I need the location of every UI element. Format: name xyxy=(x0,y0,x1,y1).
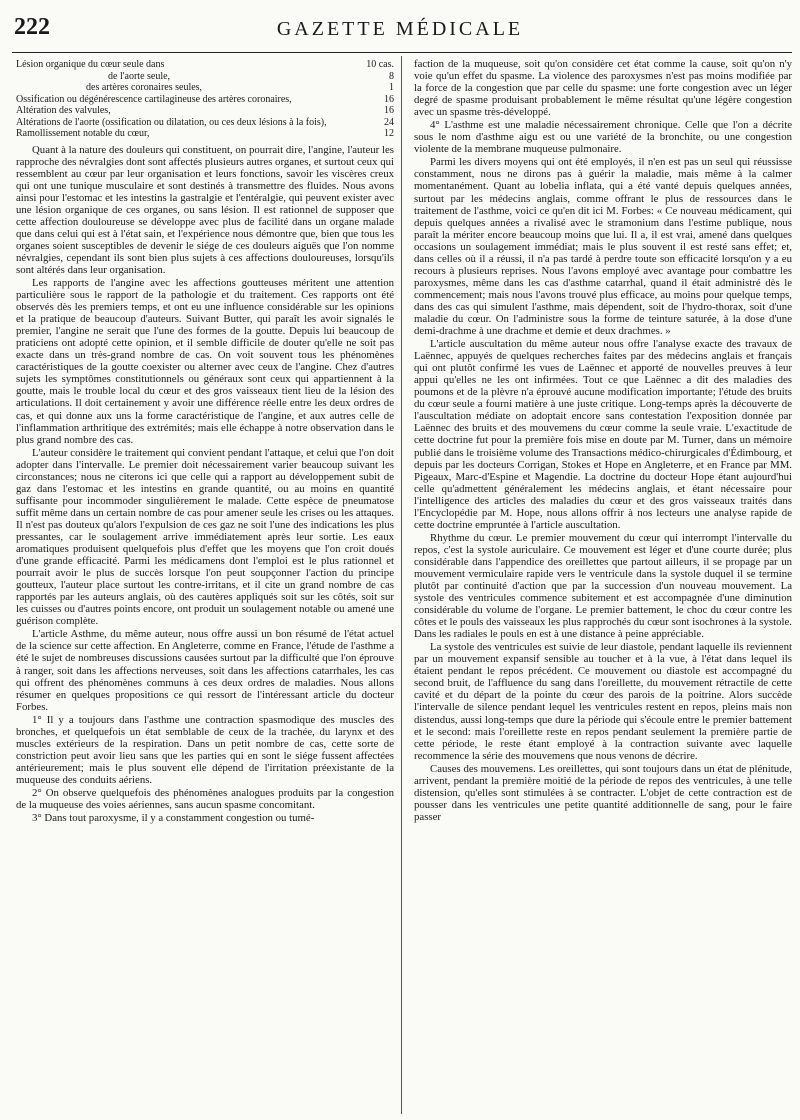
page-number: 222 xyxy=(14,14,50,40)
paragraph: L'article Asthme, du même auteur, nous offre aussi un bon résumé de l'état actuel de la science sur cette affection. En Angleterre, comme en France, l'étude de l'asthme a été le sujet de nombreuses discussions causées surtout par la difficulté que l'on éprouve à ranger, soit dans les affections nerveuses, soit dans les affections catarrhales, les cas qui offrent des phénomènes communs à ces deux ordres de maladies. Nous allons résumer en quelques propositions ce qui ressort de l'intéressant article du docteur Forbes. xyxy=(16,628,394,713)
paragraph: Rhythme du cœur. Le premier mouvement du cœur qui interrompt l'intervalle du repos, c'est la systole auriculaire. Ce mouvement est léger et d'une courte durée; plus considérable dans l'appendice des oreillettes que partout ailleurs, il se propage par un mouvement vermiculaire rapide vers le ventricule dans la systole duquel il se termine plutôt par continuité d'action que par la succession d'un nouveau mouvement. La systole des ventricules commence subitement et est accompagnée d'une diminution considérable du volume de l'organe. Le premier battement, le choc du cœur contre les côtes et le pouls des vaisseaux les plus rapprochés du cœur sont isochrones à la systole. Dans les radiales le pouls en est à une distance à peine appréciable. xyxy=(414,531,792,641)
stats-label: des artères coronaires seules, xyxy=(86,82,203,93)
stats-row xyxy=(16,71,394,83)
stats-value: 12 xyxy=(384,128,394,139)
stats-row xyxy=(16,117,394,129)
stats-value: 8 xyxy=(389,70,394,82)
stats-value: 24 xyxy=(384,116,394,128)
stats-label: Ossification ou dégénérescence cartilagineuse des artères coronaires, xyxy=(16,93,292,105)
stats-row xyxy=(16,94,394,106)
paragraph: 2° On observe quelquefois des phénomènes analogues produits par la congestion de la muqueuse des voies aériennes, sans aucun spasme concomitant. xyxy=(16,786,394,812)
paragraph: La systole des ventricules est suivie de leur diastole, pendant laquelle ils reviennent par un mouvement expansif sensible au toucher et à la vue, à l'état dans lequel ils étaient pendant le repos précédent. Ce mouvement ou diastole est accompagné du second bruit, de l'affluence du sang dans l'oreillette, du mouvement rétractile de cette cavité et du départ de la pointe du cœur des parois de la poitrine. Alors succède l'intervalle de silence pendant lequel les ventricules restent en repos, pleins mais non distendus, aussi long-temps que dure la période qui s'écoule entre le premier battement et le second: mais l'oreillette reste en repos pendant seulement la première partie de cette période, le reste étant employé à la contraction suivante avec laquelle recommence la série des mouvemens que nous venons de décrire. xyxy=(414,641,792,762)
stats-value: 1 xyxy=(389,82,394,93)
paragraph: 1° Il y a toujours dans l'asthme une contraction spasmodique des muscles des bronches, et quelquefois un état semblable de ceux de la trachée, du larynx et des muscles extérieurs de la respiration. Dans un petit nombre de cas, cette sorte de constriction peut avoir lieu sans que les parties qui en sont le siége fussent affectées antérieurement; mais le plus souvent elle dépend de l'irritation préexistante de la muqueuse des conduits aériens. xyxy=(16,713,394,786)
journal-title: GAZETTE MÉDICALE xyxy=(276,18,524,40)
paragraph: 4° L'asthme est une maladie nécessairement chronique. Celle que l'on a décrite sous le nom d'asthme aigu est ou une variété de la bronchite, ou une congestion violente de la membrane muqueuse pulmonaire. xyxy=(414,119,792,156)
paragraph: Parmi les divers moyens qui ont été employés, il n'en est pas un seul qui réussisse constamment, nous ne dirons pas à guérir la maladie, mais même à la calmer momentanément. Quant au lobelia inflata, qui a été vanté depuis quelques années, surtout par les médecins anglais, comme offrant le plus de ressources dans le traitement de l'asthme, voici ce qu'en dit ici M. Forbes: « Ce nouveau médicament, qui depuis quelques années a rivalisé avec le stramonium dans l'estime publique, nous paraît la mériter encore beaucoup moins que lui. Il a, il est vrai, amené dans quelques occasions un soulagement immédiat; mais le plus souvent il est resté sans effet; et, dans celles où il a réussi, il n'a pas tardé à perdre toute son efficacité lorsqu'on y a eu recours à plusieurs reprises. Nous l'avons employé avec avantage pour combattre les paroxysmes, même dans les cas d'asthme catarrhal, quand il était administré dès le commencement; mais nous l'avons trouvé plus efficace, au moins pour quelque temps, dans des cas qui simulent l'asthme, mais dépendent, soit de l'hydro-thorax, soit d'une maladie du cœur. On l'administre sous la forme de teinture saturée, à la dose d'une demi-drachme à une drachme et demie et deux drachmes. » xyxy=(414,156,792,338)
paragraph: Les rapports de l'angine avec les affections goutteuses méritent une attention particulière sous le rapport de la pathologie et du traitement. Ces rapports ont été observés dès les premiers temps, et ont eu une influence considérable sur les opinions et la pratique de beaucoup d'auteurs. Suivant Butter, qui paraît les avoir signalés le premier, l'angine ne serait que l'une des formes de la goutte. Depuis lui beaucoup de praticiens ont adopté cette opinion, et il semble difficile de douter qu'elle ne soit pas exacte dans un très-grand nombre de cas. On voit souvent tous les phénomènes caractéristiques de la goutte coexister ou alterner avec ceux de l'angine. Chez d'autres sujets les symptômes constitutionnels ou généraux sont ceux qui appartiennent à la goutte, mais le trouble local du cœur et des gros vaisseaux tient lieu de la lésion des articulations. Il doit certainement y avoir une différence réelle entre les deux ordres de cas, et qui donne aux uns la forme caractéristique de l'angine, et aux autres celle de l'inflammation arthritique des extrémités; mais elle échappe à notre observation dans le plus grand nombre des cas. xyxy=(16,277,394,446)
stats-value: 10 cas. xyxy=(366,59,394,70)
stats-label: Altérations de l'aorte (ossification ou dilatation, ou ces deux lésions à la fois), xyxy=(16,116,327,128)
stats-label: Altération des valvules, xyxy=(16,105,111,116)
header-divider xyxy=(12,52,792,53)
stats-value: 16 xyxy=(384,105,394,116)
stats-row xyxy=(16,105,394,117)
stats-label: de l'aorte seule, xyxy=(108,70,171,82)
left-column xyxy=(16,58,394,824)
stats-row xyxy=(16,128,394,140)
stats-row xyxy=(16,82,394,94)
stats-value: 16 xyxy=(384,93,394,105)
paragraph: Quant à la nature des douleurs qui constituent, on pourrait dire, l'angine, l'auteur les rapproche des névralgies dont sont affectés plusieurs autres organes, et surtout ceux qui ressemblent au cœur par leur organisation et leurs fonctions, savoir les viscères creux qui ont une tunique musculaire et sont destinés à transmettre des fluides. Nous avons ainsi pour l'estomac et les intestins la gastralgie et l'entéralgie, qui peuvent exister avec une lésion organique de ces organes, ou sans lésion. Il est rationnel de supposer que cette affection douloureuse se développe avec plus de facilité dans un organe malade que dans celui qui est à l'état sain, et l'expérience nous démontre que, bien que tous les organes soient susceptibles de devenir le siége de ces douleurs aiguës que l'on nomme névralgies, cependant ils sont bien plus sujets à ces affections douloureuses, lorsqu'ils sont altérés dans leur organisation. xyxy=(16,143,394,276)
lesion-stats-table xyxy=(16,59,394,140)
right-column xyxy=(414,58,792,823)
stats-row xyxy=(16,59,394,71)
paragraph: L'article auscultation du même auteur nous offre l'analyse exacte des travaux de Laënnec, appuyés de quelques recherches faites par des médecins anglais et français qui ont plutôt confirmé les vues de Laënnec et apporté de nouvelles preuves à leur appui qu'elles ne les ont infirmées. Tout ce que Laënnec a dit des maladies des poumons et de la plèvre n'a éprouvé aucune modification importante; l'étude des bruits du cœur seule a fourni matière à une juste critique. Long-temps après la découverte de l'auscultation médiate on adoptait encore sans contestation l'exposition donnée par Laënnec des bruits et des mouvemens du cœur comme la seule vraie. L'exactitude de cette doctrine fut pour la première fois mise en doute par M. Turner, dans un mémoire publié dans le troisième volume des Transactions médico-chirurgicales d'Édimbourg, et depuis par les docteurs Corrigan, Stokes et Hope en Angleterre, et en France par MM. Pigeaux, Marc-d'Espine et Magendie. La doctrine du docteur Hope étant aujourd'hui celle qu'admettent généralement les médecins anglais, et étant nécessaire pour l'intelligence des articles des maladies du cœur et des gros vaisseaux traités dans l'Encyclopédie par M. Hope, nous allons offrir à nos lecteurs une analyse rapide de cette doctrine empruntée à l'article auscultation. xyxy=(414,338,792,531)
paragraph: Causes des mouvemens. Les oreillettes, qui sont toujours dans un état de plénitude, arrivent, pendant la première moitié de la période de repos des ventricules, à une telle distension, qu'elles sont stimulées à se contracter. L'objet de cette contraction est de pousser dans les ventricules une petite quantité additionnelle de sang, pour le faire passer xyxy=(414,762,792,823)
column-divider xyxy=(401,56,402,1114)
stats-label: Ramollissement notable du cœur, xyxy=(16,128,150,139)
stats-label: Lésion organique du cœur seule dans xyxy=(16,59,165,70)
paragraph: faction de la muqueuse, soit qu'on considère cet état comme la cause, soit qu'on n'y voie qu'un effet du spasme. La violence des paroxysmes n'est pas moins modifiée par la force de la congestion que par celle du spasme: une forte congestion avec un léger degré de spasme produisant probablement le même résultat qu'une légère congestion avec un spasme très-développé. xyxy=(414,58,792,119)
paragraph: 3° Dans tout paroxysme, il y a constamment congestion ou tumé- xyxy=(32,812,315,825)
paragraph: L'auteur considère le traitement qui convient pendant l'attaque, et celui que l'on doit adopter dans l'intervalle. Le premier doit nécessairement varier beaucoup suivant les circonstances; nous ne citerons ici que celle qui a rapport au développement subit de gaz dans l'estomac et les intestins en grande quantité, ou au moins en quantité suffisante pour incommoder singulièrement le malade. Cette espèce de pneumatose suffit même dans un certain nombre de cas pour amener seule les crises ou les attaques. Il n'est pas douteux qu'alors l'expulsion de ces gaz ne soit l'une des indications les plus pressantes, car le soulagement arrive immédiatement après leur sortie. Les eaux aromatiques produisent quelquefois plus d'effet que les moyens que l'on croit doués d'une grande efficacité. Parmi les médicamens dont l'emploi est le plus rationnel et pourrait avoir le plus de succès lorsque l'on peut soupçonner l'action du principe goutteux, l'auteur place surtout les contre-irritans, et il cite un grand nombre de cas rapportés par les auteurs anglais, où des cautères appliqués soit sur les côtés, soit sur les cuisses ou d'autres points encore, ont produit un soulagement notable ou amené une guérison complète. xyxy=(16,446,394,628)
